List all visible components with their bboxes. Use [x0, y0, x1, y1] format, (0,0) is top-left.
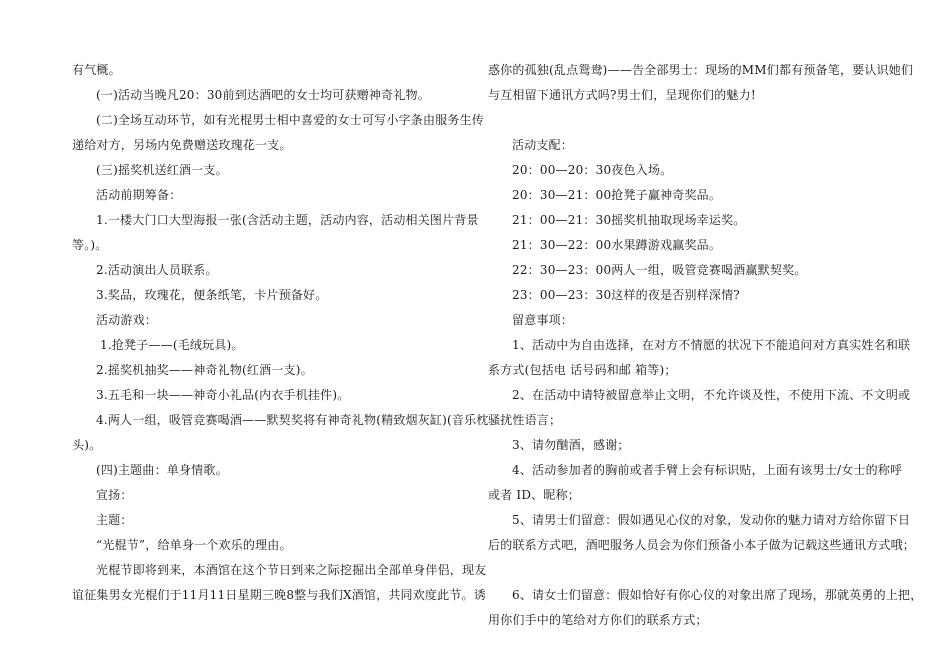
text-line: 活动支配：: [512, 138, 574, 152]
text-line: 与互相留下通讯方式吗?男士们，呈现你们的魅力!: [488, 88, 756, 102]
text-line: 活动前期筹备：: [96, 188, 182, 202]
blank-line: [488, 108, 884, 133]
text-line: 宣扬：: [96, 488, 133, 502]
text-line: 骚扰性语言；: [488, 413, 562, 427]
text-line: 后的联系方式吧，酒吧服务人员会为你们预备小本子做为记载这些通讯方式哦；: [488, 538, 916, 552]
text-line: 22：30—23：00两人一组，吸管竞赛喝酒赢默契奖。: [512, 263, 807, 277]
text-line: 21：00—21：30摇奖机抽取现场幸运奖。: [512, 213, 746, 227]
text-line: (三)摇奖机送红酒一支。: [96, 163, 228, 177]
text-line: 1、活动中为自由选择，在对方不情愿的状况下不能追问对方真实姓名和联: [512, 338, 911, 352]
blank-line: [488, 558, 884, 583]
text-line: 光棍节即将到来，本酒馆在这个节日到来之际挖掘出全部单身伴侣，现友: [96, 563, 487, 577]
text-line: 留意事项：: [512, 313, 574, 327]
text-line: 23：00—23：30这样的夜是否别样深情?: [512, 288, 740, 302]
text-line: 4.两人一组，吸管竞赛喝酒——默契奖将有神奇礼物(精致烟灰缸)(音乐枕: [96, 413, 489, 427]
text-line: 惑你的孤独(乱点鸳鸯)——告全部男士：现场的MM们都有预备笔，要认识她们: [488, 63, 914, 77]
text-line: 用你们手中的笔给对方你们的联系方式；: [488, 613, 708, 627]
left-column: [72, 58, 489, 608]
text-line: (一)活动当晚凡20：30前到达酒吧的女士均可获赠神奇礼物。: [96, 88, 430, 102]
text-line: 递给对方，另场内免费赠送玫瑰花一支。: [72, 138, 292, 152]
right-column: [488, 58, 923, 633]
text-line: 4、活动参加者的胸前或者手臂上会有标识贴，上面有该男士/女士的称呼: [512, 463, 903, 477]
text-line: 3、请勿酗酒，感谢；: [512, 438, 630, 452]
text-line: 20：00—20：30夜色入场。: [512, 163, 673, 177]
text-line: 有气概。: [72, 63, 121, 77]
text-line: 等。)。: [72, 238, 108, 252]
text-line: 1.一楼大门口大型海报一张(含活动主题，活动内容，活动相关图片背景: [96, 213, 479, 227]
text-line: 6、请女士们留意：假如恰好有你心仪的对象出席了现场，那就英勇的上把，: [512, 588, 923, 602]
text-line: 主题：: [96, 513, 133, 527]
text-line: 系方式(包括电 话号码和邮 箱等)；: [488, 363, 677, 377]
text-line: 头)。: [72, 438, 102, 452]
text-line: 2.摇奖机抽奖——神奇礼物(红酒一支)。: [96, 363, 313, 377]
text-line: 或者 ID、昵称；: [488, 488, 580, 502]
text-line: (二)全场互动环节，如有光棍男士相中喜爱的女士可写小字条由服务生传: [96, 113, 484, 127]
text-line: 2、在活动中请特被留意举止文明，不允许谈及性，不使用下流、不文明或: [512, 388, 911, 402]
text-line: 3.奖品，玫瑰花，便条纸笔，卡片预备好。: [96, 288, 328, 302]
text-line: 5、请男士们留意：假如遇见心仪的对象，发动你的魅力请对方给你留下日: [512, 513, 911, 527]
text-line: 21：30—22：00水果蹲游戏赢奖品。: [512, 238, 722, 252]
text-line: 20：30—21：00抢凳子赢神奇奖品。: [512, 188, 722, 202]
text-line: 谊征集男女光棍们于11月11日星期三晚8整与我们X酒馆，共同欢度此节。诱: [72, 588, 486, 602]
text-line: “光棍节”，给单身一个欢乐的理由。: [96, 538, 292, 552]
text-line: 活动游戏：: [96, 313, 158, 327]
text-line: (四)主题曲：单身情歌。: [96, 463, 228, 477]
text-line: 3.五毛和一块——神奇小礼品(内衣手机挂件)。: [96, 388, 350, 402]
text-line: 1.抢凳子——(毛绒玩具)。: [100, 338, 244, 352]
text-line: 2.活动演出人员联系。: [96, 263, 218, 277]
